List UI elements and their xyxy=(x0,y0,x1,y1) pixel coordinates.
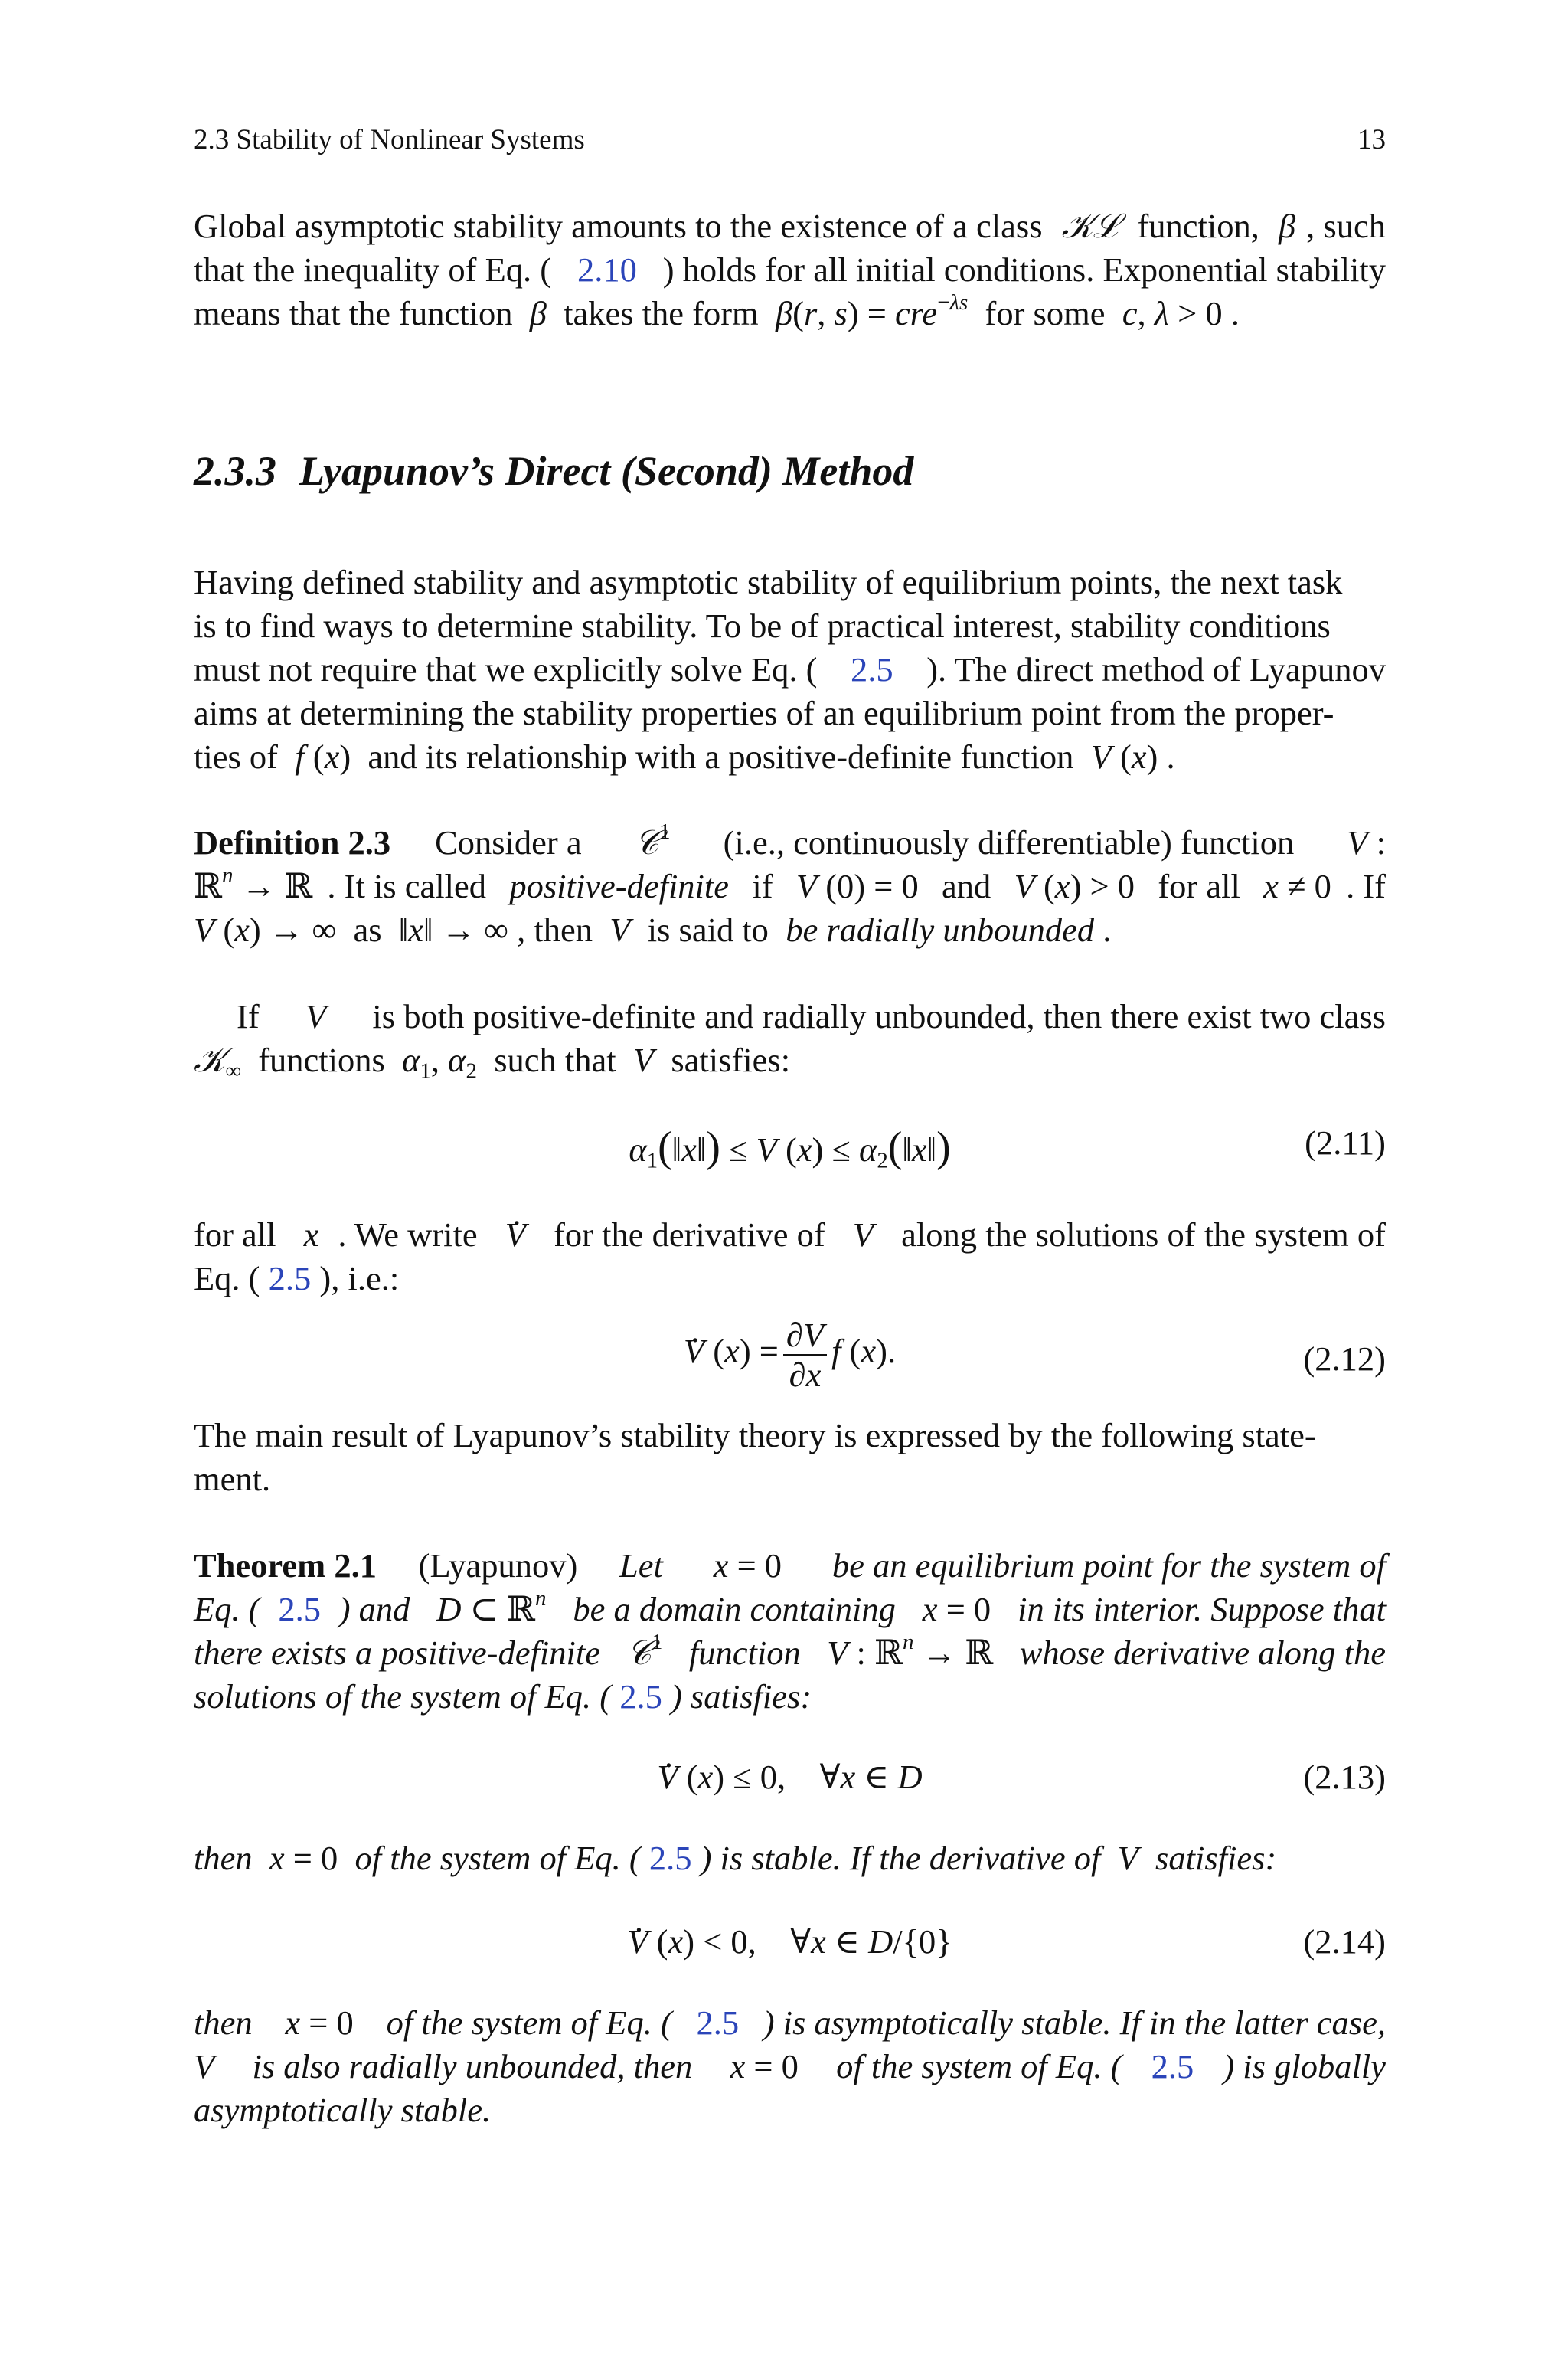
text-line: ment. xyxy=(194,1460,271,1498)
page xyxy=(194,0,1386,2378)
text-line: then x = 0 of the system of Eq. ( 2.5 ) is stable. If the derivative of V satisfies: xyxy=(194,1837,1386,1880)
equation-body: $\alpha_1(‖x‖) \le V$ $(x) \le \alpha_2(‖x‖)$ xyxy=(629,1124,951,1173)
paragraph-class-functions xyxy=(194,995,1386,1082)
math-D-subset-Rn: D ⊂ ℝ$^n$ xyxy=(436,1585,547,1628)
math-fx: f (x) xyxy=(295,738,351,776)
text-line: there exists a positive-definite 𝒞$^1$ function V : ℝ$^n$ → ℝ whose derivative along the xyxy=(194,1631,1386,1675)
equation-2-12 xyxy=(194,1316,1386,1400)
paragraph-global-stability xyxy=(194,2001,1386,2132)
text-line: 𝒦$_\infty$ functions $\alpha_1$, $\alpha_2$ such that V satisfies: xyxy=(194,1039,1386,1082)
paragraph-direct-method xyxy=(194,561,1386,779)
text-line: asymptotically stable. xyxy=(194,2091,492,2129)
text-line: Theorem 2.1 (Lyapunov) Let x = 0 be an equilibrium point for the system of xyxy=(194,1544,1386,1588)
paragraph-stable xyxy=(194,1837,1386,1880)
text-line: ℝ$^n$ → ℝ . It is called positive-definite if V (0) = 0 and V (x) > 0 for all x ≠ 0 . If xyxy=(194,865,1386,908)
equation-number: (2.13) xyxy=(1303,1758,1386,1796)
math-Rn-to-R: ℝ$^n$ → ℝ xyxy=(194,862,313,905)
math-Vx: V (x) xyxy=(1090,738,1158,776)
math-beta: β xyxy=(1279,207,1296,245)
definition-label: Definition 2.3 xyxy=(194,823,391,862)
math-C1: 𝒞$^1$ xyxy=(626,1629,663,1673)
equation-number: (2.12) xyxy=(1303,1339,1386,1378)
math-V-Rn-to-R: V : ℝ$^n$ → ℝ xyxy=(827,1629,994,1672)
theorem-label: Theorem 2.1 xyxy=(194,1546,377,1585)
math-constants: c, λ > 0 xyxy=(1122,294,1223,332)
page-number: 13 xyxy=(1357,124,1386,155)
equation-reference-link[interactable]: 2.5 xyxy=(696,2003,740,2042)
equation-reference-link[interactable]: 2.5 xyxy=(278,1590,321,1628)
equation-reference-link[interactable]: 2.5 xyxy=(268,1259,312,1297)
equation-body: . V (x) < 0, ∀x ∈ D/{0} xyxy=(194,1922,1386,1961)
math-Vx-positive: V (x) > 0 xyxy=(1014,867,1135,905)
text-line: V is also radially unbounded, then x = 0 of the system of Eq. ( 2.5 ) is globally xyxy=(194,2045,1386,2089)
equation-reference-link[interactable]: 2.5 xyxy=(851,650,893,689)
text-line: must not require that we explicitly solve Eq. ( 2.5 ). The direct method of Lyapunov xyxy=(194,648,1386,692)
equation-2-14 xyxy=(194,1922,1386,1983)
text-line: Eq. ( 2.5 ), i.e.: xyxy=(194,1257,1386,1300)
equation-reference-link[interactable]: 2.5 xyxy=(648,1839,692,1877)
text-line: Having defined stability and asymptotic stability of equilibrium points, the next task xyxy=(194,563,1343,601)
text-line: Eq. ( 2.5 ) and D ⊂ ℝ$^n$ be a domain containing x = 0 in its interior. Suppose that xyxy=(194,1588,1386,1631)
math-exponential-form: β(r, s) = cre$^{-\lambda s}$ xyxy=(775,289,969,332)
intro-paragraph xyxy=(194,204,1386,335)
math-V-colon: V : xyxy=(1347,823,1386,862)
theorem-block xyxy=(194,1544,1386,1719)
math-V0: V (0) = 0 xyxy=(795,867,919,905)
math-x-equals-zero: x = 0 xyxy=(285,2003,354,2042)
equation-body: . V (x) = $\frac{\partial V}{\partial x}$ f (x). xyxy=(194,1316,1386,1394)
equation-body: . V (x) ≤ 0, ∀x ∈ D xyxy=(194,1757,1386,1797)
equation-number: (2.11) xyxy=(1305,1124,1386,1162)
equation-number: (2.14) xyxy=(1303,1922,1386,1961)
text-line: The main result of Lyapunov’s stability theory is expressed by the following state- xyxy=(194,1416,1316,1454)
math-C1: 𝒞$^1$ xyxy=(634,819,671,862)
equation-2-13 xyxy=(194,1757,1386,1818)
equation-reference-link[interactable]: 2.5 xyxy=(619,1677,662,1716)
math-class-K-infinity: 𝒦$_\infty$ xyxy=(194,1041,241,1084)
math-beta: β xyxy=(529,294,547,332)
text-line: solutions of the system of Eq. ( 2.5 ) satisfies: xyxy=(194,1675,1386,1719)
text-line: Definition 2.3 Consider a 𝒞$^1$ (i.e., continuously differentiable) function V : xyxy=(194,821,1386,865)
theorem-attribution: (Lyapunov) xyxy=(418,1546,578,1585)
math-x-equals-zero: x = 0 xyxy=(713,1546,782,1585)
section-heading xyxy=(194,446,913,496)
text-line: for all x . We write . V for the derivative of V along the solutions of the system of xyxy=(194,1213,1386,1257)
math-x-equals-zero: x = 0 xyxy=(922,1590,991,1628)
math-x-nonzero: x ≠ 0 xyxy=(1263,867,1331,905)
section-title: Lyapunov’s Direct (Second) Method xyxy=(299,448,914,494)
math-class-KL: 𝒦ℒ xyxy=(1061,207,1119,246)
equation-2-11 xyxy=(194,1123,1386,1184)
text-line: is to find ways to determine stability. To be of practical interest, stability conditions xyxy=(194,607,1331,645)
math-norm-to-infinity: ‖x‖ → ∞ xyxy=(398,911,509,949)
section-number: 2.3.3 xyxy=(194,448,276,494)
text-line: that the inequality of Eq. ( 2.10 ) holds for all initial conditions. Exponential stability xyxy=(194,248,1386,292)
paragraph-derivative xyxy=(194,1213,1386,1300)
equation-reference-link[interactable]: 2.5 xyxy=(1151,2047,1194,2085)
text-line: If V is both positive-definite and radially unbounded, then there exist two class xyxy=(237,997,1386,1035)
definition-block xyxy=(194,821,1386,952)
equation-reference-link[interactable]: 2.10 xyxy=(577,250,637,289)
math-x-equals-zero: x = 0 xyxy=(269,1839,338,1877)
text-line: ties of f (x) and its relationship with a positive-definite function V (x) . xyxy=(194,735,1386,779)
paragraph-main-result xyxy=(194,1414,1386,1501)
math-x-equals-zero: x = 0 xyxy=(730,2047,799,2085)
math-V-to-infinity: V (x) → ∞ xyxy=(194,911,337,949)
text-line: means that the function β takes the form β(r, s) = cre$^{-\lambda s}$ for some c, λ > 0 . xyxy=(194,292,1386,335)
running-header xyxy=(194,123,1386,158)
math-alpha1-alpha2: $\alpha_1$, $\alpha_2$ xyxy=(402,1041,477,1084)
text-line: then x = 0 of the system of Eq. ( 2.5 ) is asymptotically stable. If in the latter case, xyxy=(194,2001,1386,2045)
math-V-dot: . V xyxy=(505,1213,526,1257)
text-line: aims at determining the stability properties of an equilibrium point from the proper- xyxy=(194,694,1334,732)
text-line: Global asymptotic stability amounts to the existence of a class 𝒦ℒ function, β , such xyxy=(194,204,1386,248)
text-line: V (x) → ∞ as ‖x‖ → ∞ , then V is said to be radially unbounded . xyxy=(194,908,1386,952)
running-header-section: 2.3 Stability of Nonlinear Systems xyxy=(194,124,585,155)
